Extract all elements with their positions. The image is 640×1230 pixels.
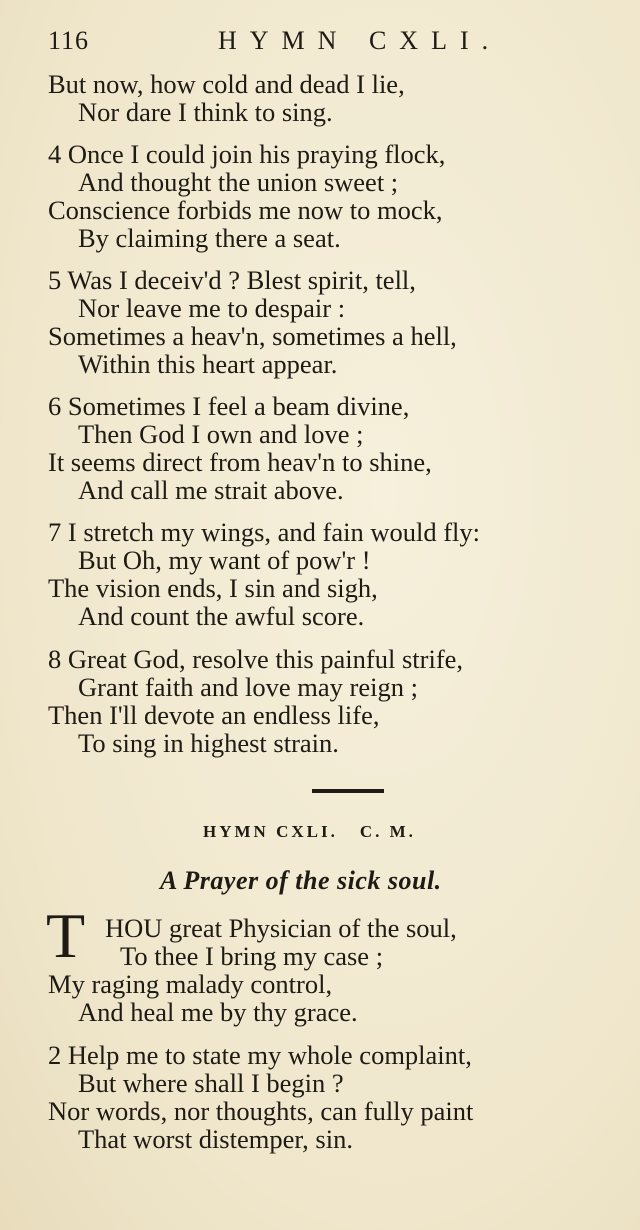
verse-line: Then God I own and love ; — [78, 419, 364, 449]
section-divider — [312, 789, 384, 793]
verse-line: Sometimes a heav'n, sometimes a hell, — [48, 321, 457, 351]
verse-line: To sing in highest strain. — [78, 728, 339, 758]
hymn-heading — [203, 822, 416, 842]
verse-line: It seems direct from heav'n to shine, — [48, 447, 432, 477]
verse-line: And call me strait above. — [78, 475, 344, 505]
verse-line: And count the awful score. — [78, 601, 365, 631]
verse-line: But now, how cold and dead I lie, — [48, 69, 405, 99]
verse-line: By claiming there a seat. — [78, 223, 341, 253]
page-header — [48, 24, 608, 58]
verse-line: But Oh, my want of pow'r ! — [78, 545, 371, 575]
verse-line: 7 I stretch my wings, and fain would fly: — [48, 517, 481, 547]
verse-line: Nor words, nor thoughts, can fully paint — [48, 1096, 474, 1126]
verse-line: 6 Sometimes I feel a beam divine, — [48, 391, 410, 421]
verse-line: 2 Help me to state my whole complaint, — [48, 1040, 472, 1070]
verse-line: And thought the union sweet ; — [78, 167, 399, 197]
verse-line: 8 Great God, resolve this painful strife, — [48, 644, 464, 674]
verse-line: 5 Was I deceiv'd ? Blest spirit, tell, — [48, 265, 416, 295]
verse-line: Conscience forbids me now to mock, — [48, 195, 443, 225]
verse-line: 4 Once I could join his praying flock, — [48, 139, 446, 169]
hymn-meter: C. M. — [359, 822, 416, 841]
verse-line: Within this heart appear. — [78, 349, 338, 379]
verse-line: Then I'll devote an endless life, — [48, 700, 380, 730]
verse-line: To thee I bring my case ; — [120, 941, 384, 971]
verse-line: Grant faith and love may reign ; — [78, 672, 418, 702]
page-number: 116 — [48, 26, 90, 55]
verse-line: Nor dare I think to sing. — [78, 97, 333, 127]
verse-line: The vision ends, I sin and sigh, — [48, 573, 378, 603]
hymn-number: HYMN CXLI. — [203, 822, 338, 841]
verse-line: My raging malady control, — [48, 969, 333, 999]
hymn-title: A Prayer of the sick soul. — [160, 866, 442, 895]
verse-line: And heal me by thy grace. — [78, 997, 358, 1027]
drop-cap: T — [46, 900, 86, 971]
verse-line: HOU great Physician of the soul, — [105, 913, 457, 943]
running-head: HYMN CXLI. — [218, 26, 502, 55]
verse-line: But where shall I begin ? — [78, 1068, 344, 1098]
verse-line: That worst distemper, sin. — [78, 1124, 353, 1154]
verse-line: Nor leave me to despair : — [78, 293, 346, 323]
